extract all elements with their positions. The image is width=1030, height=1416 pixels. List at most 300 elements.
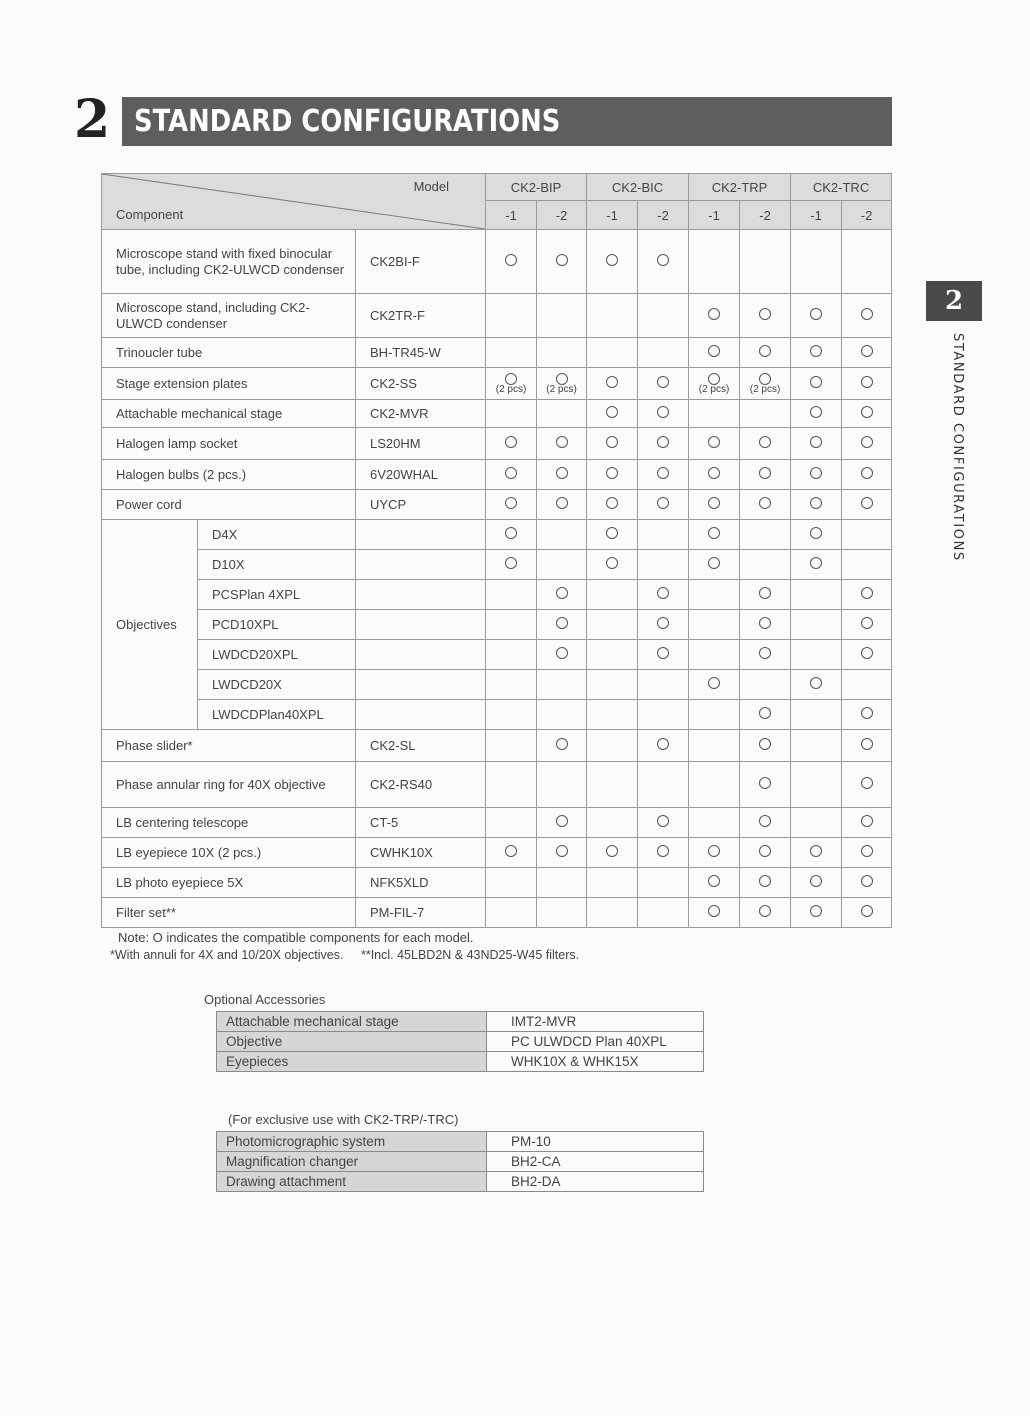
component-name: Microscope stand, including CK2-ULWCD condenser (102, 294, 356, 338)
mark-cell (740, 230, 791, 294)
model-header: CK2-TRP (689, 174, 791, 201)
table-row (102, 460, 892, 490)
mark-cell (791, 490, 842, 520)
mark-cell (842, 700, 892, 730)
mark-cell (587, 808, 638, 838)
component-code: LS20HM (356, 428, 486, 460)
component-name: Microscope stand with fixed binocular tube, including CK2-ULWCD condenser (102, 230, 356, 294)
component-name: Trinoucler tube (102, 338, 356, 368)
compatible-mark-icon (556, 497, 568, 509)
objective-code (356, 670, 486, 700)
compatible-mark-icon (657, 587, 669, 599)
compatible-mark-icon (861, 376, 873, 388)
mark-cell (587, 490, 638, 520)
variant-header: -1 (587, 201, 638, 230)
mark-cell (638, 868, 689, 898)
mark-cell (638, 670, 689, 700)
table-row (102, 838, 892, 868)
mark-cell (689, 338, 740, 368)
compatible-mark-icon (708, 345, 720, 357)
mark-cell (740, 868, 791, 898)
exclusive-use-title: (For exclusive use with CK2-TRP/-TRC) (228, 1112, 459, 1127)
model-header: CK2-TRC (791, 174, 892, 201)
component-name: Filter set** (102, 898, 356, 928)
compatible-mark-icon (505, 467, 517, 479)
component-code: CK2BI-F (356, 230, 486, 294)
compatible-mark-icon (708, 677, 720, 689)
compatible-mark-icon (606, 845, 618, 857)
mark-cell (791, 294, 842, 338)
compatible-mark-icon (861, 738, 873, 750)
component-code: CK2TR-F (356, 294, 486, 338)
component-name: LB photo eyepiece 5X (102, 868, 356, 898)
objective-code (356, 610, 486, 640)
mark-cell (689, 520, 740, 550)
mark-cell (486, 550, 537, 580)
compatible-mark-icon (861, 875, 873, 887)
compatible-mark-icon (861, 845, 873, 857)
mark-cell (587, 670, 638, 700)
compatible-mark-icon (606, 436, 618, 448)
mark-cell (791, 550, 842, 580)
mark-cell (638, 580, 689, 610)
compatible-mark-icon (861, 777, 873, 789)
mark-cell (587, 338, 638, 368)
mark-cell (638, 700, 689, 730)
table-corner (102, 174, 486, 230)
compatible-mark-icon (708, 308, 720, 320)
mark-cell (689, 550, 740, 580)
component-name: Halogen bulbs (2 pcs.) (102, 460, 356, 490)
mark-cell (740, 338, 791, 368)
mark-cell (638, 230, 689, 294)
objective-row (102, 610, 892, 640)
mark-cell (791, 230, 842, 294)
mark-cell (842, 670, 892, 700)
mark-cell (537, 550, 587, 580)
mark-cell (537, 762, 587, 808)
mark-cell (486, 762, 537, 808)
compatible-mark-icon (810, 845, 822, 857)
mark-cell (689, 838, 740, 868)
compatible-mark-icon (861, 308, 873, 320)
compatible-mark-icon (759, 845, 771, 857)
compatible-mark-icon (810, 497, 822, 509)
compatible-mark-icon (556, 845, 568, 857)
mark-cell (537, 640, 587, 670)
table-row (102, 400, 892, 428)
compatible-mark-icon (810, 467, 822, 479)
mark-cell (486, 400, 537, 428)
mark-cell (486, 428, 537, 460)
mark-cell (587, 520, 638, 550)
mark-cell (842, 762, 892, 808)
mark-cell (842, 294, 892, 338)
compatible-mark-icon (708, 497, 720, 509)
compatible-mark-icon (759, 647, 771, 659)
table-row (102, 428, 892, 460)
compatible-mark-icon (861, 905, 873, 917)
compatible-mark-icon (606, 406, 618, 418)
mark-cell (638, 640, 689, 670)
mark-cell (486, 700, 537, 730)
objective-code (356, 550, 486, 580)
mark-cell (587, 700, 638, 730)
mark-cell (740, 808, 791, 838)
accessory-code: BH2-CA (487, 1152, 704, 1172)
compatible-mark-icon (810, 308, 822, 320)
objective-name: PCD10XPL (198, 610, 356, 640)
mark-cell (486, 338, 537, 368)
component-code: CK2-RS40 (356, 762, 486, 808)
compatible-mark-icon (759, 617, 771, 629)
objective-row (102, 580, 892, 610)
compatible-mark-icon (759, 875, 771, 887)
variant-header: -1 (689, 201, 740, 230)
mark-cell (587, 460, 638, 490)
mark-cell (638, 520, 689, 550)
mark-cell (689, 670, 740, 700)
mark-cell (537, 670, 587, 700)
compatible-mark-icon (708, 436, 720, 448)
mark-cell (638, 460, 689, 490)
mark-cell (638, 400, 689, 428)
objective-row (102, 640, 892, 670)
compatible-mark-icon (657, 845, 669, 857)
exclusive-accessories-table (216, 1131, 704, 1192)
compatible-mark-icon (606, 467, 618, 479)
compatible-mark-icon (810, 376, 822, 388)
compatible-mark-icon (556, 587, 568, 599)
mark-cell (537, 868, 587, 898)
mark-cell (486, 460, 537, 490)
accessory-row (217, 1012, 704, 1032)
compatible-mark-icon (759, 815, 771, 827)
component-code: CK2-MVR (356, 400, 486, 428)
mark-cell (537, 294, 587, 338)
mark-cell (587, 730, 638, 762)
mark-cell (689, 368, 740, 400)
mark-cell (638, 610, 689, 640)
mark-cell (537, 610, 587, 640)
component-name: LB eyepiece 10X (2 pcs.) (102, 838, 356, 868)
mark-cell (587, 368, 638, 400)
corner-component-label: Component (116, 207, 184, 222)
table-row (102, 808, 892, 838)
table-row (102, 338, 892, 368)
mark-cell (638, 808, 689, 838)
compatible-mark-2pcs (750, 373, 781, 394)
mark-cell (537, 520, 587, 550)
compatible-mark-icon (606, 497, 618, 509)
mark-cell (842, 868, 892, 898)
component-code: BH-TR45-W (356, 338, 486, 368)
compatible-mark-icon (606, 527, 618, 539)
objective-code (356, 580, 486, 610)
mark-cell (842, 550, 892, 580)
mark-cell (587, 230, 638, 294)
compatible-mark-icon (861, 497, 873, 509)
mark-cell (842, 730, 892, 762)
mark-cell (740, 368, 791, 400)
footnotes (110, 948, 579, 962)
objective-row (102, 700, 892, 730)
compatible-mark-icon (606, 557, 618, 569)
compatible-mark-icon (657, 647, 669, 659)
compatible-mark-icon (657, 738, 669, 750)
accessory-code: PC ULWDCD Plan 40XPL (487, 1032, 704, 1052)
mark-cell (740, 520, 791, 550)
compatible-mark-icon (556, 815, 568, 827)
accessory-label: Drawing attachment (217, 1172, 487, 1192)
compatible-mark-icon (657, 617, 669, 629)
objective-name: D10X (198, 550, 356, 580)
component-code: UYCP (356, 490, 486, 520)
compatible-mark-icon (810, 557, 822, 569)
mark-cell (740, 762, 791, 808)
compatible-mark-icon (759, 738, 771, 750)
header-row-models (102, 174, 892, 201)
compatible-mark-icon (810, 406, 822, 418)
component-code: PM-FIL-7 (356, 898, 486, 928)
accessory-label: Eyepieces (217, 1052, 487, 1072)
compatible-mark-icon (861, 406, 873, 418)
model-header: CK2-BIP (486, 174, 587, 201)
mark-cell (740, 670, 791, 700)
compatible-mark-icon (759, 345, 771, 357)
mark-cell (740, 550, 791, 580)
mark-cell (791, 580, 842, 610)
mark-cell (486, 520, 537, 550)
compatible-mark-icon (505, 845, 517, 857)
table-row (102, 730, 892, 762)
compatible-mark-icon (657, 376, 669, 388)
mark-cell (791, 338, 842, 368)
compatible-mark-icon (759, 905, 771, 917)
compatible-mark-icon (708, 373, 720, 385)
component-code: NFK5XLD (356, 868, 486, 898)
mark-cell (486, 368, 537, 400)
variant-header: -2 (842, 201, 892, 230)
compatible-mark-icon (759, 587, 771, 599)
objective-code (356, 520, 486, 550)
mark-cell (740, 294, 791, 338)
mark-cell (842, 610, 892, 640)
accessory-row (217, 1032, 704, 1052)
mark-cell (689, 580, 740, 610)
mark-cell (638, 730, 689, 762)
compatible-mark-icon (861, 707, 873, 719)
mark-cell (486, 838, 537, 868)
objectives-label: Objectives (102, 520, 198, 730)
optional-accessories-title: Optional Accessories (204, 992, 326, 1007)
mark-cell (689, 610, 740, 640)
mark-cell (791, 838, 842, 868)
compatible-mark-icon (657, 436, 669, 448)
mark-cell (486, 898, 537, 928)
mark-cell (486, 580, 537, 610)
compatible-mark-icon (556, 467, 568, 479)
mark-cell (486, 490, 537, 520)
compatible-mark-icon (861, 467, 873, 479)
mark-cell (791, 400, 842, 428)
accessory-label: Magnification changer (217, 1152, 487, 1172)
mark-cell (740, 898, 791, 928)
compatible-mark-icon (708, 527, 720, 539)
compatible-mark-2pcs (496, 373, 527, 394)
mark-cell (587, 610, 638, 640)
compatible-mark-2pcs (699, 373, 730, 394)
mark-cell (689, 490, 740, 520)
optional-accessories-table (216, 1011, 704, 1072)
variant-header: -2 (638, 201, 689, 230)
mark-cell (689, 460, 740, 490)
compatible-mark-icon (505, 254, 517, 266)
compatible-mark-icon (810, 436, 822, 448)
table-row (102, 368, 892, 400)
compatible-mark-icon (505, 527, 517, 539)
compatible-mark-icon (505, 436, 517, 448)
mark-cell (638, 762, 689, 808)
mark-cell (537, 230, 587, 294)
compatible-mark-icon (810, 677, 822, 689)
mark-cell (486, 640, 537, 670)
compatible-mark-icon (708, 845, 720, 857)
compatible-mark-icon (861, 617, 873, 629)
table-row (102, 898, 892, 928)
mark-cell (587, 640, 638, 670)
variant-header: -2 (740, 201, 791, 230)
mark-cell (587, 762, 638, 808)
accessory-code: BH2-DA (487, 1172, 704, 1192)
compatible-mark-icon (759, 308, 771, 320)
objective-name: D4X (198, 520, 356, 550)
mark-cell (587, 294, 638, 338)
mark-cell (842, 428, 892, 460)
mark-cell (791, 700, 842, 730)
compatible-mark-icon (505, 497, 517, 509)
compatible-mark-icon (556, 647, 568, 659)
component-code: CK2-SS (356, 368, 486, 400)
mark-cell (740, 460, 791, 490)
mark-cell (842, 898, 892, 928)
component-name: Power cord (102, 490, 356, 520)
header-bar (122, 97, 892, 146)
mark-cell (587, 580, 638, 610)
compatible-mark-icon (810, 905, 822, 917)
compatible-mark-icon (556, 738, 568, 750)
component-code: 6V20WHAL (356, 460, 486, 490)
accessory-code: IMT2-MVR (487, 1012, 704, 1032)
side-tab-number: 2 (926, 281, 982, 321)
mark-cell (587, 838, 638, 868)
mark-cell (486, 610, 537, 640)
accessory-code: WHK10X & WHK15X (487, 1052, 704, 1072)
compatible-mark-icon (606, 376, 618, 388)
accessory-label: Attachable mechanical stage (217, 1012, 487, 1032)
mark-cell (537, 700, 587, 730)
mark-cell (791, 640, 842, 670)
page-title: STANDARD CONFIGURATIONS (134, 104, 561, 139)
mark-cell (537, 580, 587, 610)
mark-cell (689, 762, 740, 808)
mark-cell (689, 230, 740, 294)
mark-cell (842, 400, 892, 428)
mark-cell (791, 868, 842, 898)
compatible-mark-icon (505, 373, 517, 385)
footnote-annuli: *With annuli for 4X and 10/20X objectives. (110, 948, 344, 962)
configuration-table (101, 173, 892, 928)
objective-code (356, 700, 486, 730)
mark-cell (740, 640, 791, 670)
mark-cell (740, 700, 791, 730)
mark-cell (486, 294, 537, 338)
variant-header: -1 (486, 201, 537, 230)
table-row (102, 868, 892, 898)
table-row (102, 230, 892, 294)
mark-cell (537, 338, 587, 368)
pcs-label: (2 pcs) (495, 383, 527, 395)
compatible-mark-icon (657, 254, 669, 266)
compatible-mark-icon (657, 497, 669, 509)
component-code: CWHK10X (356, 838, 486, 868)
component-name: Phase slider* (102, 730, 356, 762)
side-tab-text: STANDARD CONFIGURATIONS (950, 333, 965, 562)
mark-cell (791, 368, 842, 400)
component-name: Attachable mechanical stage (102, 400, 356, 428)
mark-cell (740, 400, 791, 428)
objective-name: LWDCDPlan40XPL (198, 700, 356, 730)
mark-cell (791, 610, 842, 640)
objective-name: LWDCD20XPL (198, 640, 356, 670)
mark-cell (689, 868, 740, 898)
mark-cell (842, 490, 892, 520)
mark-cell (842, 520, 892, 550)
compatible-mark-icon (505, 557, 517, 569)
mark-cell (638, 550, 689, 580)
mark-cell (537, 400, 587, 428)
corner-model-label: Model (413, 179, 450, 194)
table-row (102, 294, 892, 338)
mark-cell (689, 700, 740, 730)
mark-cell (842, 640, 892, 670)
component-name: Halogen lamp socket (102, 428, 356, 460)
component-name: Stage extension plates (102, 368, 356, 400)
compatible-mark-icon (708, 905, 720, 917)
accessory-row (217, 1052, 704, 1072)
mark-cell (587, 550, 638, 580)
mark-cell (638, 294, 689, 338)
mark-cell (791, 808, 842, 838)
mark-cell (486, 230, 537, 294)
mark-cell (791, 460, 842, 490)
mark-cell (689, 640, 740, 670)
accessory-row (217, 1152, 704, 1172)
objective-name: LWDCD20X (198, 670, 356, 700)
mark-cell (486, 808, 537, 838)
component-name: LB centering telescope (102, 808, 356, 838)
pcs-label: (2 pcs) (698, 383, 730, 395)
mark-cell (842, 460, 892, 490)
compatible-mark-icon (759, 373, 771, 385)
compatible-mark-icon (657, 467, 669, 479)
mark-cell (791, 520, 842, 550)
compatible-mark-icon (657, 406, 669, 418)
mark-cell (638, 428, 689, 460)
mark-cell (842, 230, 892, 294)
pcs-label: (2 pcs) (546, 383, 577, 395)
compatible-mark-icon (861, 345, 873, 357)
